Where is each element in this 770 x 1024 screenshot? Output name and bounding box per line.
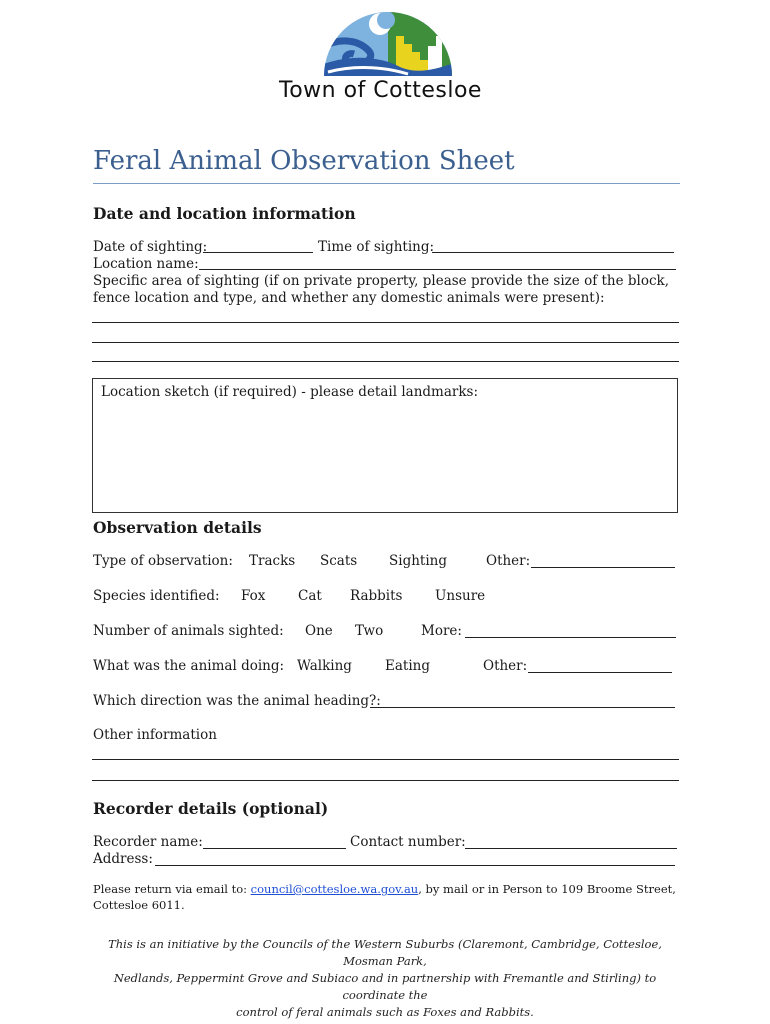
location-sketch-box[interactable] — [92, 378, 678, 513]
date-label: Date of sighting: — [93, 239, 208, 255]
doing-option-other[interactable]: Other: — [483, 658, 528, 674]
specific-area-line-3[interactable] — [92, 361, 679, 362]
section-observation-heading: Observation details — [93, 518, 262, 537]
other-info-line-2[interactable] — [92, 780, 679, 781]
number-option-one[interactable]: One — [305, 623, 333, 639]
section-recorder-heading: Recorder details (optional) — [93, 799, 329, 818]
doing-label: What was the animal doing: — [93, 658, 285, 674]
species-option-rabbits[interactable]: Rabbits — [350, 588, 403, 604]
specific-area-line-2[interactable] — [92, 342, 679, 343]
number-option-two[interactable]: Two — [355, 623, 384, 639]
recorder-name-label: Recorder name: — [93, 834, 203, 850]
return-prefix: Please return via email to: — [93, 882, 251, 896]
number-more-field[interactable] — [465, 637, 676, 638]
species-label: Species identified: — [93, 588, 220, 604]
specific-area-line-1[interactable] — [92, 322, 679, 323]
footer-line-2: Nedlands, Peppermint Grove and Subiaco and in partnership with Fremantle and Stirling) to coordinate the — [113, 971, 657, 1002]
footer-line-3: control of feral animals such as Foxes and Rabbits. — [236, 1005, 534, 1019]
other-info-line-1[interactable] — [92, 759, 679, 760]
species-option-fox[interactable]: Fox — [241, 588, 266, 604]
page-title: Feral Animal Observation Sheet — [93, 146, 515, 176]
number-label: Number of animals sighted: — [93, 623, 284, 639]
return-line-2: Cottesloe 6011. — [93, 898, 185, 912]
address-label: Address: — [93, 851, 153, 867]
direction-label: Which direction was the animal heading?: — [93, 693, 381, 709]
recorder-name-field[interactable] — [203, 848, 346, 849]
type-option-other[interactable]: Other: — [486, 553, 531, 569]
specific-area-text-1: Specific area of sighting (if on private property, please provide the size of the block, — [93, 273, 670, 289]
doing-other-field[interactable] — [528, 672, 672, 673]
direction-field[interactable] — [370, 707, 675, 708]
return-instructions — [93, 882, 676, 896]
logo-text: Town of Cottesloe — [279, 78, 482, 103]
time-field[interactable] — [432, 252, 674, 253]
date-field[interactable] — [203, 252, 313, 253]
species-option-unsure[interactable]: Unsure — [435, 588, 486, 604]
species-option-cat[interactable]: Cat — [298, 588, 322, 604]
title-rule — [93, 183, 680, 184]
council-email-link[interactable]: council@cottesloe.wa.gov.au — [250, 882, 419, 896]
type-option-tracks[interactable]: Tracks — [249, 553, 296, 569]
location-field[interactable] — [199, 269, 676, 270]
location-label: Location name: — [93, 256, 199, 272]
footer-line-1: This is an initiative by the Councils of the Western Suburbs (Claremont, Cambridge, Cottesloe, Mosman Park, — [108, 937, 662, 968]
type-option-scats[interactable]: Scats — [320, 553, 358, 569]
type-other-field[interactable] — [531, 567, 675, 568]
type-option-sighting[interactable]: Sighting — [389, 553, 447, 569]
doing-option-walking[interactable]: Walking — [297, 658, 352, 674]
footer-note — [90, 936, 680, 1021]
section-date-location-heading: Date and location information — [93, 204, 356, 223]
address-field[interactable] — [155, 865, 675, 866]
doing-option-eating[interactable]: Eating — [385, 658, 430, 674]
return-suffix: , by mail or in Person to 109 Broome Street, — [418, 882, 676, 896]
type-label: Type of observation: — [93, 553, 233, 569]
town-logo-icon — [318, 6, 458, 80]
number-option-more[interactable]: More: — [421, 623, 462, 639]
contact-label: Contact number: — [350, 834, 466, 850]
time-label: Time of sighting: — [318, 239, 435, 255]
sketch-label: Location sketch (if required) - please detail landmarks: — [101, 384, 478, 400]
specific-area-text-2: fence location and type, and whether any domestic animals were present): — [93, 290, 605, 306]
other-info-label: Other information — [93, 727, 217, 743]
contact-field[interactable] — [465, 848, 677, 849]
